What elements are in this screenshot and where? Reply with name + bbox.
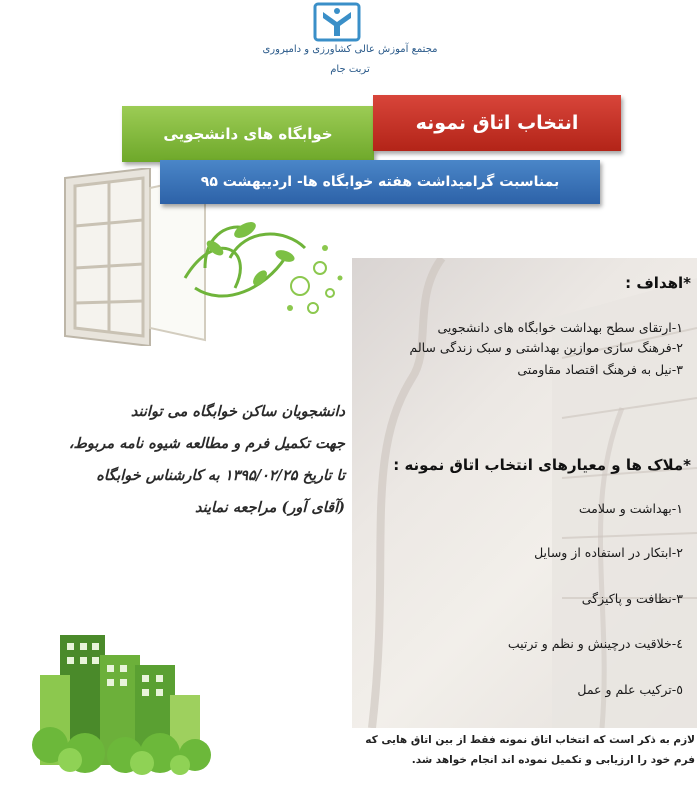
institution-logo: [313, 2, 361, 42]
criteria-item: ٥-ترکیب علم و عمل: [577, 682, 683, 697]
goal-item: ۲-فرهنگ سازی موازین بهداشتی و سبک زندگی سالم: [409, 340, 683, 355]
green-city-illustration: [30, 615, 230, 775]
footer-note: [350, 730, 695, 770]
notice-text: [15, 396, 345, 524]
footer-note-line: فرم خود را ارزیابی و تکمیل نموده اند انجام خواهد شد.: [411, 754, 695, 766]
criteria-item: ٤-خلاقیت درچینش و نظم و ترتیب: [507, 636, 683, 651]
notice-line: جهت تکمیل فرم و مطالعه شیوه نامه مربوط،: [68, 435, 345, 452]
org-city: تربت جام: [330, 64, 370, 75]
notice-line: دانشجویان ساکن خوابگاه می توانند: [130, 403, 345, 420]
title-banner: انتخاب اتاق نمونه: [373, 95, 621, 151]
org-name: مجتمع آموزش عالی کشاورزی و دامپروری: [262, 44, 438, 55]
criteria-item: ۱-بهداشت و سلامت: [578, 501, 683, 516]
notice-line: (آقای آور) مراجعه نمایند: [194, 499, 345, 516]
criteria-item: ۲-ابتکار در استفاده از وسایل: [534, 545, 683, 560]
footer-note-line: لازم به ذکر است که انتخاب اتاق نمونه فقط از بین اتاق هایی که: [365, 734, 695, 746]
occasion-banner: بمناسبت گرامیداشت هفته خوابگاه ها- اردیبهشت ۹۵: [160, 160, 600, 204]
goal-item: ۳-نیل به فرهنگ اقتصاد مقاومتی: [517, 362, 683, 377]
goals-heading: *اهداف :: [625, 274, 691, 292]
criteria-item: ۳-نظافت و پاکیزگی: [581, 591, 683, 606]
dorm-banner: خوابگاه های دانشجویی: [122, 106, 374, 162]
goals-criteria-panel: [352, 258, 697, 728]
criteria-heading: *ملاک ها و معیارهای انتخاب اتاق نمونه :: [393, 456, 691, 474]
notice-line: تا تاریخ ۱۳۹۵/۰۲/۲۵ به کارشناس خوابگاه: [96, 467, 345, 484]
goal-item: ۱-ارتقای سطح بهداشت خوابگاه های دانشجویی: [437, 320, 683, 335]
